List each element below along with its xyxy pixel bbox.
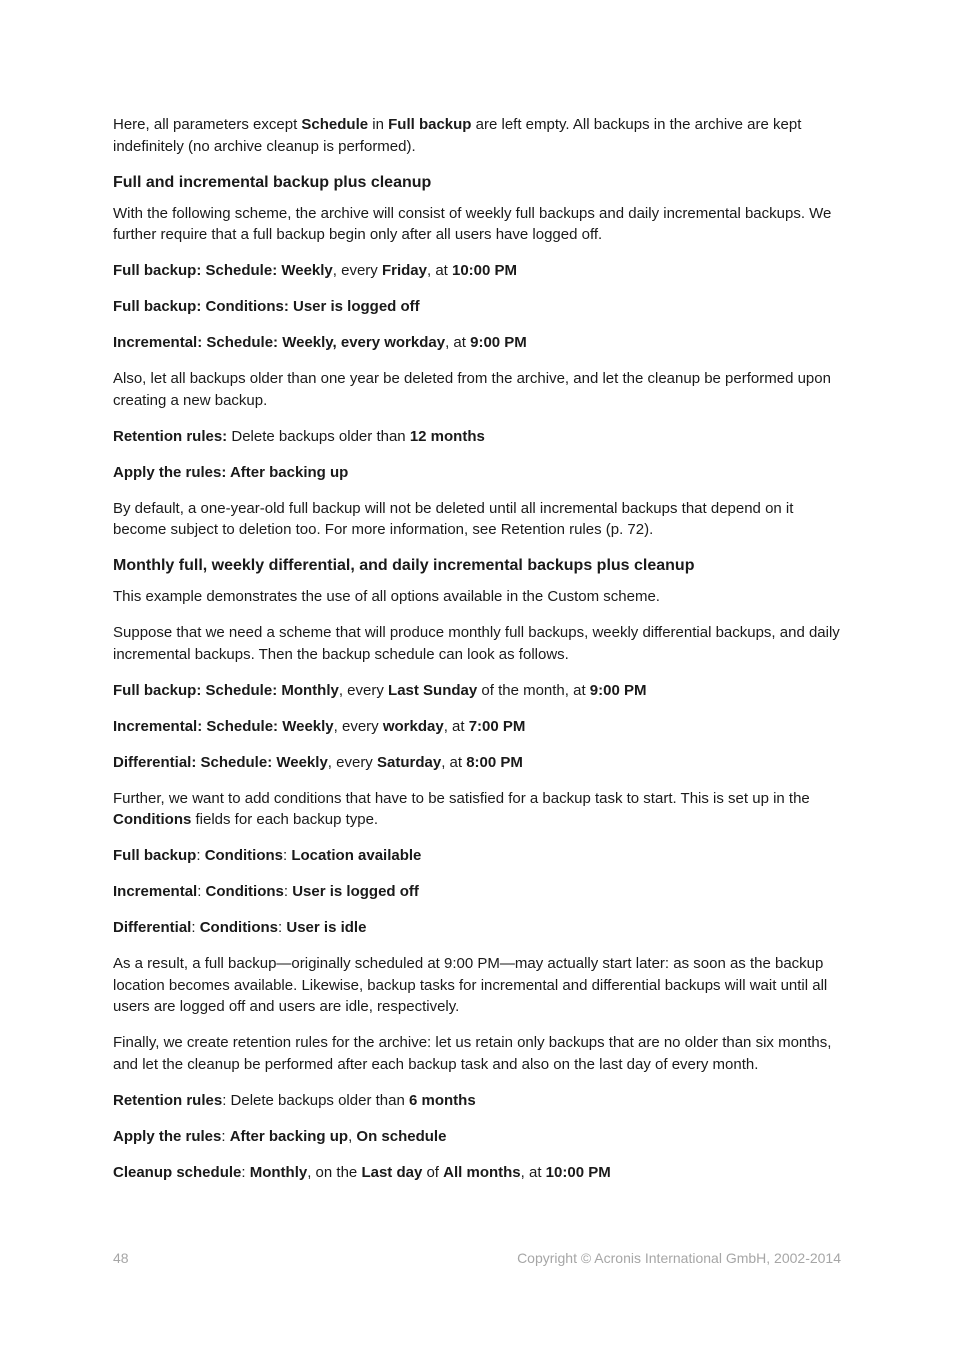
paragraph (113, 1162, 841, 1184)
text-run: of the month, at (477, 681, 590, 699)
bold-text: User is logged off (292, 883, 419, 900)
bold-text: 9:00 PM (589, 681, 647, 699)
bold-text: Schedule (301, 116, 369, 133)
section-heading (113, 555, 841, 577)
text-run: : (241, 1163, 250, 1181)
text-run: : Delete backups older than (222, 1091, 409, 1109)
copyright-notice: Copyright © Acronis International GmbH, 2002-2014 (517, 1250, 841, 1266)
bold-text: Apply the rules: After backing up (113, 463, 349, 481)
bold-text: 10:00 PM (545, 1163, 611, 1181)
text-run: As a result, a full backup—originally scheduled at 9:00 PM—may actually start later: as soon as the backup location becomes available. Likewise, backup tasks for incremental and differential backups will wait until all users are logged off and users are idle, respectively. (113, 955, 828, 1015)
paragraph (113, 680, 841, 702)
text-run: By default, a one-year-old full backup will not be deleted until all incremental backups that depend on it become subject to deletion too. For more information, see Retention rules (p. 72). (113, 499, 794, 538)
bold-text: 9:00 PM (470, 334, 527, 351)
text-run: fields for each backup type. (191, 811, 379, 828)
text-run: With the following scheme, the archive will consist of weekly full backups and daily incremental backups. We further require that a full backup begin only after all users have logged off. (113, 204, 832, 243)
section-heading (113, 172, 841, 194)
text-run: : (191, 919, 200, 936)
bold-text: Retention rules (113, 1091, 223, 1109)
bold-text: Apply the rules (113, 1127, 222, 1145)
text-run: in (368, 116, 389, 133)
text-run: , at (426, 262, 452, 279)
text-run: Suppose that we need a scheme that will produce monthly full backups, weekly differential backups, and daily incremental backups. Then the backup schedule can look as follows. (113, 624, 840, 663)
paragraph (113, 716, 841, 738)
paragraph (113, 953, 841, 1018)
text-run: , every (338, 681, 389, 699)
text-run: This example demonstrates the use of all options available in the Custom scheme. (113, 588, 660, 605)
bold-text: User is idle (286, 919, 367, 936)
text-run: Delete backups older than (227, 427, 410, 445)
paragraph (113, 1090, 841, 1112)
text-run: Monthly full, weekly differential, and daily incremental backups plus cleanup (113, 557, 695, 574)
bold-text: Full backup (388, 116, 472, 133)
text-run: , at (443, 717, 469, 735)
text-run: , every (333, 717, 383, 735)
page-number: 48 (113, 1250, 129, 1266)
bold-text: Conditions (204, 847, 284, 864)
bold-text: 10:00 PM (452, 262, 518, 279)
bold-text: Location available (291, 847, 422, 864)
bold-text: Conditions (113, 811, 192, 828)
paragraph (113, 114, 841, 157)
bold-text: Incremental: Schedule: Weekly, every workday (113, 334, 446, 351)
bold-text: Conditions (199, 919, 279, 936)
paragraph (113, 622, 841, 665)
paragraph (113, 752, 841, 774)
paragraph (113, 586, 841, 608)
bold-text: 12 months (409, 427, 485, 445)
paragraph (113, 917, 841, 939)
text-run: : (196, 847, 205, 864)
text-run: Further, we want to add conditions that have to be satisfied for a backup task to start. This is set up in the (113, 789, 810, 807)
text-run: , every (327, 753, 377, 771)
text-run: : (278, 919, 287, 936)
paragraph (113, 881, 841, 903)
bold-text: Last day (361, 1163, 423, 1181)
bold-text: Friday (381, 262, 427, 279)
bold-text: Full backup: Conditions: User is logged off (113, 298, 420, 315)
bold-text: workday (382, 717, 444, 735)
text-run: Finally, we create retention rules for the archive: let us retain only backups that are no older than six months, and let the cleanup be performed after each backup task and also on the last day of every month. (113, 1034, 832, 1073)
bold-text: 7:00 PM (468, 717, 526, 735)
paragraph (113, 498, 841, 541)
text-run: Here, all parameters except (113, 116, 302, 133)
paragraph (113, 462, 841, 484)
bold-text: 8:00 PM (466, 753, 523, 771)
bold-text: Full backup: Schedule: Weekly (113, 262, 333, 279)
bold-text: Last Sunday (388, 681, 478, 699)
document-body (113, 114, 841, 1198)
text-run: : (197, 883, 206, 900)
bold-text: Cleanup schedule (113, 1163, 242, 1181)
text-run: : (283, 847, 292, 864)
text-run: are left empty. All backups in the archive are kept indefinitely (no archive cleanup is performed). (113, 116, 802, 155)
paragraph (113, 203, 841, 246)
text-run: Full and incremental backup plus cleanup (113, 173, 432, 191)
paragraph (113, 788, 841, 831)
text-run: , at (520, 1163, 546, 1181)
text-run: , at (441, 753, 467, 771)
paragraph (113, 368, 841, 411)
bold-text: Full backup: Schedule: Monthly (113, 681, 339, 699)
bold-text: On schedule (356, 1127, 447, 1145)
text-run: , on the (307, 1163, 362, 1181)
text-run: , (348, 1127, 357, 1145)
text-run: of (422, 1163, 444, 1181)
paragraph (113, 296, 841, 318)
paragraph (113, 332, 841, 354)
paragraph (113, 1032, 841, 1075)
text-run: : (221, 1127, 230, 1145)
paragraph (113, 1126, 841, 1148)
bold-text: After backing up (229, 1127, 349, 1145)
text-run: : (283, 883, 293, 900)
text-run: , at (445, 334, 471, 351)
bold-text: Full backup (113, 847, 197, 864)
bold-text: 6 months (408, 1091, 476, 1109)
bold-text: Differential: Schedule: Weekly (113, 753, 328, 771)
bold-text: Differential (113, 919, 192, 936)
bold-text: Saturday (376, 753, 442, 771)
bold-text: All months (443, 1163, 521, 1181)
text-run: Also, let all backups older than one year be deleted from the archive, and let the cleanup be performed upon creating a new backup. (113, 370, 831, 409)
bold-text: Monthly (249, 1163, 308, 1181)
paragraph (113, 426, 841, 448)
paragraph (113, 845, 841, 867)
text-run: , every (332, 262, 382, 279)
bold-text: Retention rules: (113, 427, 228, 445)
bold-text: Incremental: Schedule: Weekly (113, 717, 334, 735)
paragraph (113, 260, 841, 282)
bold-text: Incremental (113, 883, 198, 900)
bold-text: Conditions (205, 883, 284, 900)
